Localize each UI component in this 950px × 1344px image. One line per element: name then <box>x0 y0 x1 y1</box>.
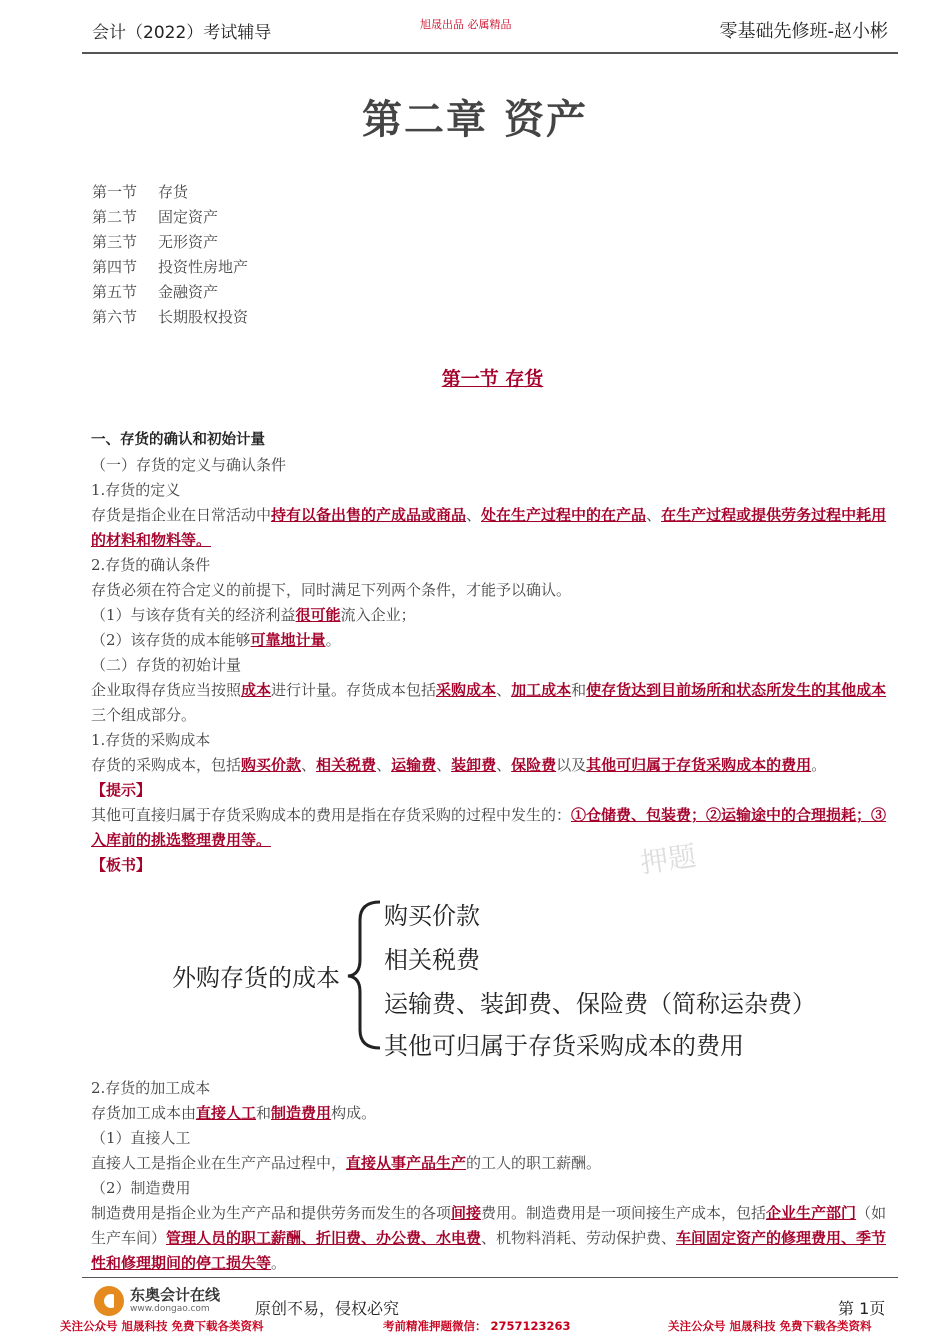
page-number: 第 1页 <box>838 1299 886 1318</box>
definition-paragraph: 存货是指企业在日常活动中持有以备出售的产成品或商品、处在生产过程中的在产品、在生产过程或提供劳务过程中耗用的材料和物料等。 <box>91 506 887 549</box>
overhead-paragraph: 制造费用是指企业为生产产品和提供劳务而发生的各项间接费用。制造费用是一项间接生产成本，包括企业生产部门（如生产车间）管理人员的职工薪酬、折旧费、办公费、水电费、机物料消耗、劳动保护费、车间固定资产的修理费用、季节性和修理期间的停工损失等。 <box>91 1204 887 1272</box>
footer-slogan: 原创不易，侵权必究 <box>255 1299 400 1318</box>
heading-1: 一、存货的确认和初始计量 <box>91 432 265 448</box>
direct-labor-paragraph: 直接人工是指企业在生产产品过程中，直接从事产品生产的工人的职工薪酬。 <box>91 1154 602 1172</box>
toc-item: 第六节 长期股权投资 <box>92 308 249 326</box>
subheading: （二）存货的初始计量 <box>91 656 242 674</box>
board-item: 购买价款 <box>384 902 480 930</box>
tip-tag: 【提示】 <box>91 781 152 799</box>
header-brand: 旭晟出品 必属精品 <box>420 18 512 31</box>
board-item: 其他可归属于存货采购成本的费用 <box>384 1032 744 1060</box>
header-class: 零基础先修班-赵小彬 <box>719 21 888 42</box>
header-course: 会计（2022）考试辅导 <box>92 23 272 43</box>
purchase-cost-paragraph: 存货的采购成本，包括购买价款、相关税费、运输费、装卸费、保险费以及其他可归属于存货采购成本的费用。 <box>91 756 827 774</box>
point-title: 1.存货的定义 <box>91 481 181 499</box>
subheading: （一）存货的定义与确认条件 <box>91 456 287 474</box>
point-title: 1.存货的采购成本 <box>91 731 211 749</box>
toc-item: 第一节 存货 <box>92 183 189 201</box>
footer-promo-middle: 考前精准押题微信： 2757123263 <box>383 1319 571 1333</box>
board-tag: 【板书】 <box>91 856 152 874</box>
chapter-title: 第二章 资产 <box>362 96 588 143</box>
board-diagram <box>160 890 850 1060</box>
point-title: 2.存货的确认条件 <box>91 556 211 574</box>
board-label: 外购存货的成本 <box>172 964 340 992</box>
dongao-logo <box>92 1282 242 1322</box>
footer-divider <box>82 1277 898 1278</box>
logo-icon <box>92 1284 126 1318</box>
footer-promo-left: 关注公众号 旭晟科技 免费下载各类资料 <box>60 1319 264 1333</box>
toc-item: 第二节 固定资产 <box>92 208 219 226</box>
tip-paragraph: 其他可直接归属于存货采购成本的费用是指在存货采购的过程中发生的：①仓储费、包装费；②运输途中的合理损耗；③入库前的挑选整理费用等。 <box>91 806 887 849</box>
list-title: （2）制造费用 <box>91 1179 191 1197</box>
logo-url: www.dongao.com <box>130 1304 210 1314</box>
toc-item: 第三节 无形资产 <box>92 233 219 251</box>
initial-measurement-paragraph: 企业取得存货应当按照成本进行计量。存货成本包括采购成本、加工成本和使存货达到目前场所和状态所发生的其他成本三个组成部分。 <box>91 681 887 724</box>
point-title: 2.存货的加工成本 <box>91 1079 211 1097</box>
toc-item: 第五节 金融资产 <box>92 283 219 301</box>
logo-name: 东奥会计在线 <box>130 1286 221 1304</box>
table-of-contents <box>92 180 248 330</box>
main-content <box>91 428 897 878</box>
processing-cost-paragraph: 存货加工成本由直接人工和制造费用构成。 <box>91 1104 377 1122</box>
condition-1: （1）与该存货有关的经济利益很可能流入企业； <box>91 606 416 624</box>
footer-promo-right: 关注公众号 旭晟科技 免费下载各类资料 <box>668 1319 872 1333</box>
processing-cost-content <box>91 1076 897 1276</box>
list-title: （1）直接人工 <box>91 1129 191 1147</box>
header-divider <box>82 52 898 54</box>
board-item: 相关税费 <box>384 946 480 974</box>
toc-item: 第四节 投资性房地产 <box>92 258 249 276</box>
board-item: 运输费、装卸费、保险费（简称运杂费） <box>384 990 816 1018</box>
condition-2: （2）该存货的成本能够可靠地计量。 <box>91 631 341 649</box>
watermark-stamp: 押题 <box>638 839 699 880</box>
conditions-intro: 存货必须在符合定义的前提下，同时满足下列两个条件，才能予以确认。 <box>91 581 572 599</box>
section-title: 第一节 存货 <box>441 368 544 390</box>
